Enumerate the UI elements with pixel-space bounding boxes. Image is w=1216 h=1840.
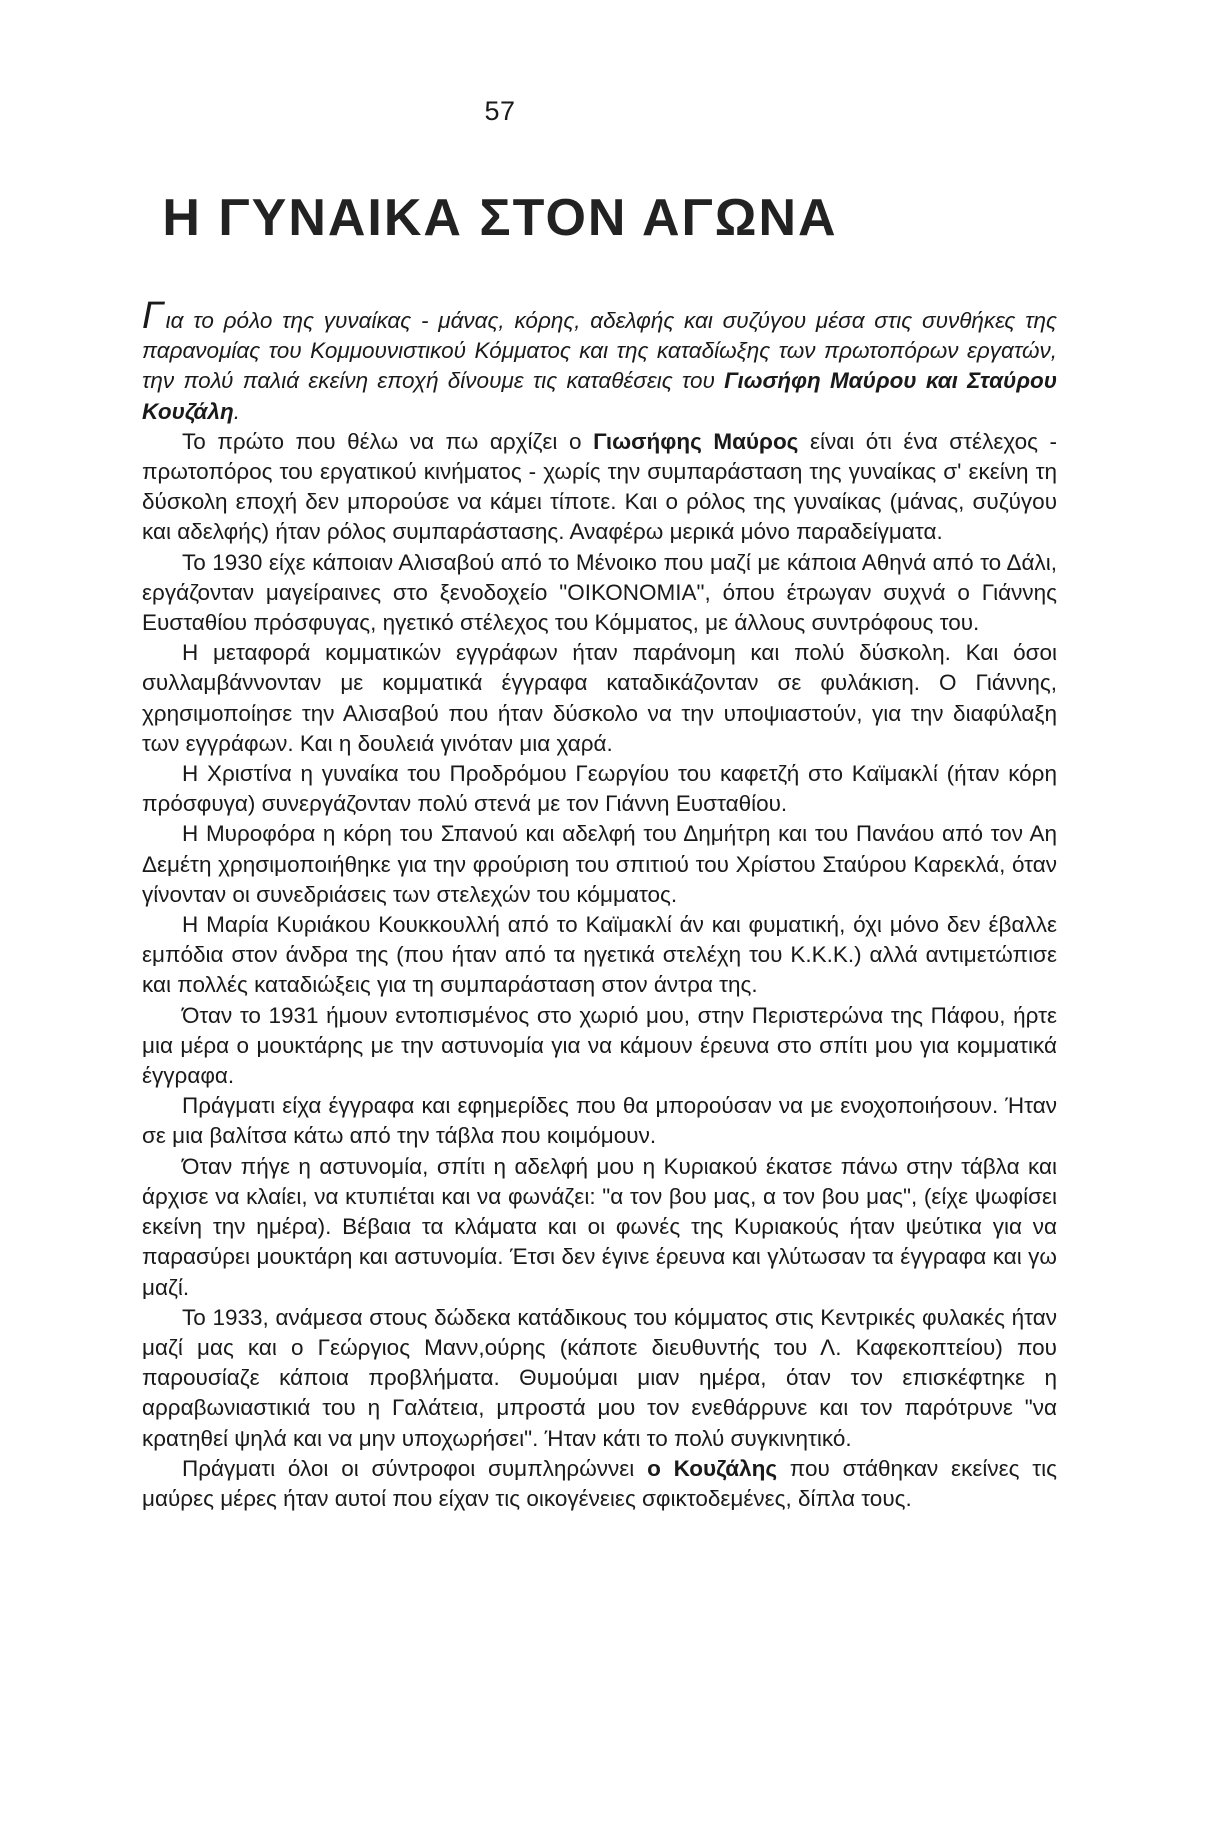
- article-body: [142, 295, 1058, 1514]
- paragraph-6: Η Μαρία Κυριάκου Κουκκουλλή από το Καϊμακλί άν και φυματική, όχι μόνο δεν έβαλλε εμπόδια στον άνδρα της (που ήταν από τα ηγετικά στελέχη του Κ.Κ.Κ.) αλλά αντιμετώπισε και πολλές καταδιώξεις για τη συμπαράσταση στον άντρα της.: [142, 912, 1057, 998]
- paragraph-3: Η μεταφορά κομματικών εγγράφων ήταν παράνομη και πολύ δύσκολη. Και όσοι συλλαμβάννονταν με κομματικά έγγραφα καταδικάζονταν σε φυλάκιση. Ο Γιάννης, χρησιμοποίησε την Αλισαβού που ήταν δύσκολο να την υποψιαστούν, για την διαφύλαξη των εγγράφων. Και η δουλειά γινόταν μια χαρά.: [142, 640, 1057, 756]
- intro-end: .: [233, 398, 240, 424]
- paragraph-7: Όταν το 1931 ήμουν εντοπισμένος στο χωριό μου, στην Περιστερώνα της Πάφου, ήρτε μια μέρα ο μουκτάρης με την αστυνομία για να κάμουν έρευνα στο σπίτι μου για κομματικά έγγραφα.: [142, 1002, 1057, 1089]
- page-title: Η ΓΥΝΑΙΚΑ ΣΤΟΝ ΑΓΩΝΑ: [162, 189, 838, 247]
- paragraph-11-text-a: Πράγματι όλοι οι σύντροφοι συμπληρώννει: [182, 1455, 648, 1481]
- intro-text: ια το ρόλο της γυναίκας - μάνας, κόρης, αδελφής και συζύγου μέσα στις συνθήκες της παρανομίας του Κομμουνιστικού Κόμματος και της καταδίωξης των πρωτοπόρων εργατών, την πολύ παλιά εκείνη εποχή δίνουμε τις καταθέσεις του: [142, 308, 1057, 394]
- paragraph-1-name: Γιωσήφης Μαύρος: [593, 428, 799, 454]
- drop-cap: Γ: [142, 295, 164, 337]
- paragraph-5: Η Μυροφόρα η κόρη του Σπανού και αδελφή του Δημήτρη και του Πανάου από τον Αη Δεμέτη χρησιμοποιήθηκε για την φρούριση του σπιτιού του Χρίστου Σταύρου Καρεκλά, όταν γίνονταν οι συνεδριάσεις των στελεχών του κόμματος.: [142, 821, 1057, 907]
- intro-paragraph: [142, 295, 1058, 427]
- paragraph-11: [142, 1454, 1057, 1514]
- paragraph-11-text-b: που στάθηκαν εκείνες τις μαύρες μέρες ήταν αυτοί που είχαν τις οικογένειες σφικτοδεμένες, δίπλα τους.: [142, 1455, 1057, 1511]
- paragraph-1-text-a: Το πρώτο που θέλω να πω αρχίζει ο: [182, 428, 594, 454]
- intro-names: Γιωσήφη Μαύρου και Σταύρου Κουζάλη: [142, 368, 1058, 424]
- paragraph-8: Πράγματι είχα έγγραφα και εφημερίδες που θα μπορούσαν να με ενοχοποιήσουν. Ήταν σε μια βαλίτσα κάτω από την τάβλα που κοιμόμουν.: [142, 1093, 1057, 1149]
- paragraph-10: Το 1933, ανάμεσα στους δώδεκα κατάδικους του κόμματος στις Κεντρικές φυλακές ήταν μαζί μας και ο Γεώργιος Μανν,ούρης (κάποτε διευθυντής του Λ. Καφεκοπτείου) που παρουσίαζε κάποια προβλήματα. Θυμούμαι μιαν ημέρα, όταν τον επισκέφτηκε η αρραβωνιαστικιά του η Γαλάτεια, μπροστά μου τον ενεθάρρυνε και τον παρότρυνε "να κρατηθεί ψηλά και να μην υποχωρήσει". Ήταν κάτι το πολύ συγκινητικό.: [142, 1304, 1057, 1451]
- paragraph-11-name: ο Κουζάλης: [647, 1455, 778, 1481]
- paragraph-4: Η Χριστίνα η γυναίκα του Προδρόμου Γεωργίου του καφετζή στο Καϊμακλί (ήταν κόρη πρόσφυγα) συνεργάζονταν πολύ στενά με τον Γιάννη Ευσταθίου.: [142, 761, 1057, 817]
- page-number: 57: [484, 96, 516, 126]
- paragraph-1: [142, 427, 1057, 548]
- paragraph-1-text-b: είναι ότι ένα στέλεχος - πρωτοπόρος του εργατικού κινήματος - χωρίς την συμπαράσταση της γυναίκας σ' εκείνη τη δύσκολη εποχή δεν μπορούσε να κάμει τίποτε. Και ο ρόλος της γυναίκας (μάνας, συζύγου και αδελφής) ήταν ρόλος συμπαράστασης. Αναφέρω μερικά μόνο παραδείγματα.: [142, 428, 1057, 545]
- paragraph-2: Το 1930 είχε κάποιαν Αλισαβού από το Μένοικο που μαζί με κάποια Αθηνά από το Δάλι, εργάζονταν μαγείραινες στο ξενοδοχείο "ΟΙΚΟΝΟΜΙΑ", όπου έτρωγαν συχνά ο Γιάννης Ευσταθίου πρόσφυγας, ηγετικό στέλεχος του Κόμματος, με άλλους συντρόφους του.: [142, 549, 1057, 636]
- paragraph-9: Όταν πήγε η αστυνομία, σπίτι η αδελφή μου η Κυριακού έκατσε πάνω στην τάβλα και άρχισε να κλαίει, να κτυπιέται και να φωνάζει: "α τον βου μας, α τον βου μας", (είχε ψωφίσει εκείνη την ημέρα). Βέβαια τα κλάματα και οι φωνές της Κυριακούς ήταν ψεύτικα για να παρασύρει μουκτάρη και αστυνομία. Έτσι δεν έγινε έρευνα και γλύτωσαν τα έγγραφα και γω μαζί.: [142, 1153, 1057, 1300]
